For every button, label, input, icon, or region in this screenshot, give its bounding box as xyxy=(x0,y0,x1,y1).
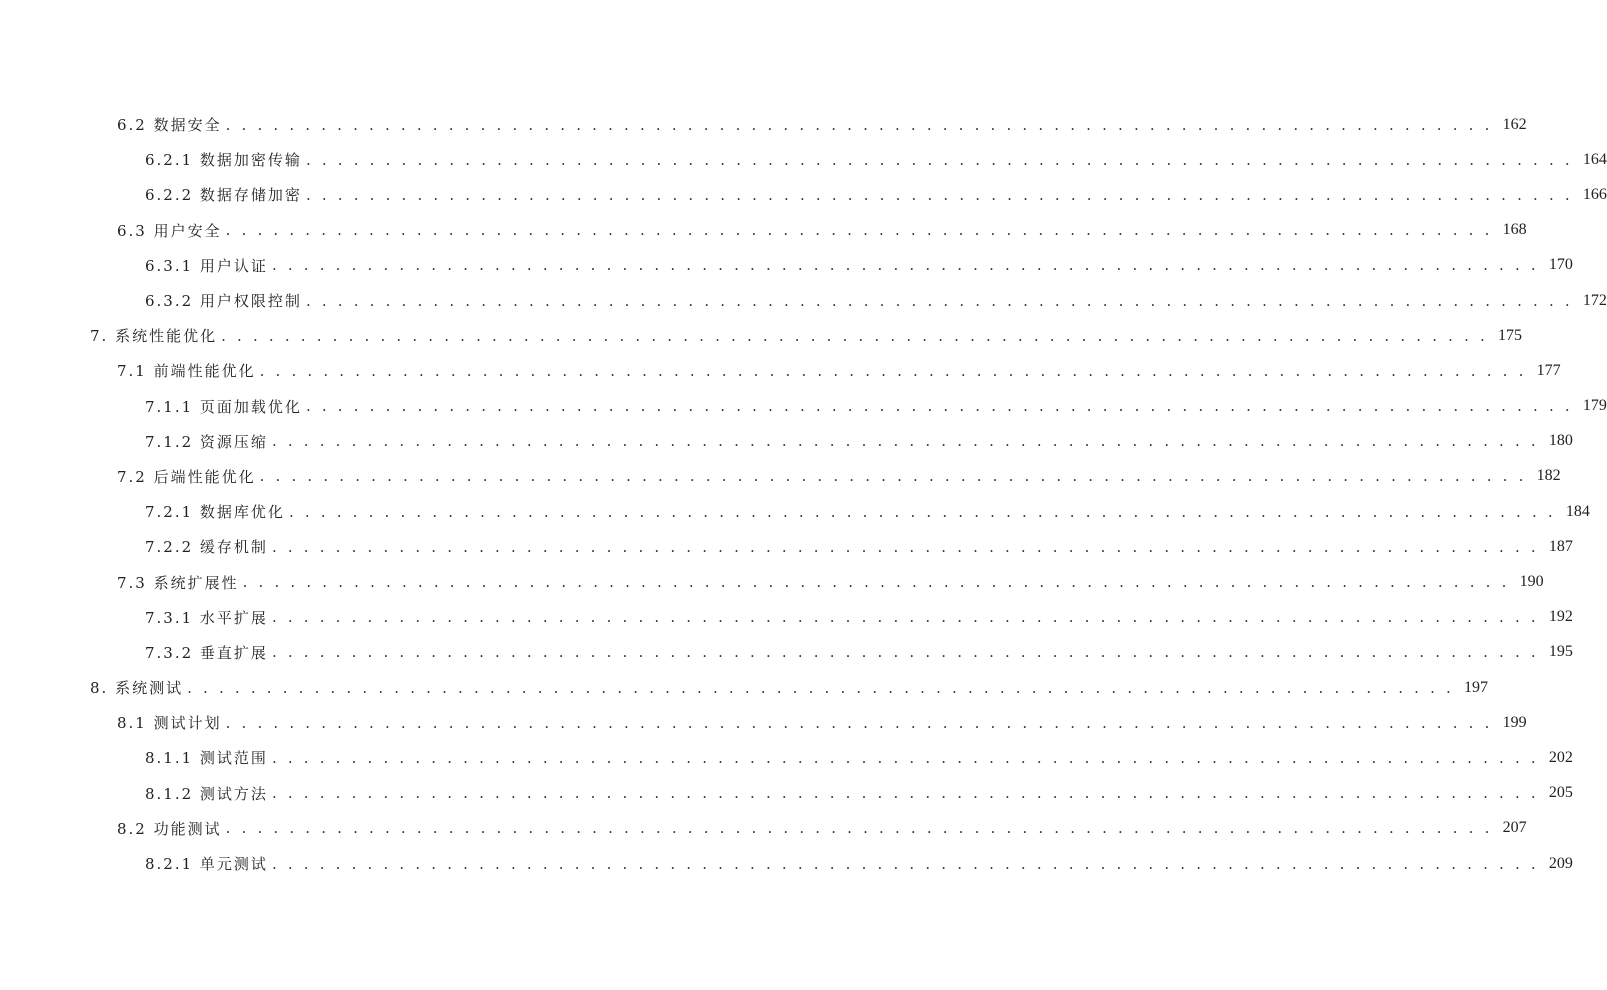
toc-dot-leader: . . . . . . . . . . . . . . . . . . . . . . . . . . . . . . . . . . . . . . . . . . . . . . . . . . . . . . . . . . . . . . . . . . . . . . . . . . . . . . . . xyxy=(271,854,1539,873)
toc-entry-title: 8.1.2 测试方法 xyxy=(145,784,268,803)
toc-entry[interactable] xyxy=(0,283,1607,318)
toc-entry[interactable] xyxy=(0,353,1561,388)
toc-entry-page-number: 190 xyxy=(1519,573,1544,591)
toc-entry-title: 6.2.1 数据加密传输 xyxy=(145,151,302,170)
toc-entry[interactable] xyxy=(0,529,1573,564)
toc-entry-page-number: 202 xyxy=(1548,748,1573,766)
toc-entry[interactable] xyxy=(0,811,1527,846)
toc-dot-leader: . . . . . . . . . . . . . . . . . . . . . . . . . . . . . . . . . . . . . . . . . . . . . . . . . . . . . . . . . . . . . . . . . . . . . . . . . . . . . . . . xyxy=(271,748,1539,767)
toc-dot-leader: . . . . . . . . . . . . . . . . . . . . . . . . . . . . . . . . . . . . . . . . . . . . . . . . . . . . . . . . . . . . . . . . . . . . . . . . . . . . . . . . xyxy=(271,608,1539,627)
toc-entry[interactable] xyxy=(0,424,1573,459)
toc-entry-page-number: 195 xyxy=(1548,643,1573,661)
toc-entry-title: 6.3 用户安全 xyxy=(117,221,222,240)
toc-entry-title: 7.1 前端性能优化 xyxy=(117,362,256,381)
toc-entry[interactable] xyxy=(0,177,1607,212)
toc-entry-title: 8.1.1 测试范围 xyxy=(145,749,268,768)
toc-entry-title: 7.1.2 资源压缩 xyxy=(145,432,268,451)
toc-entry-page-number: 205 xyxy=(1548,784,1573,802)
toc-entry-title: 6.2 数据安全 xyxy=(117,116,222,135)
toc-entry-title: 8.2.1 单元测试 xyxy=(145,855,268,874)
toc-dot-leader: . . . . . . . . . . . . . . . . . . . . . . . . . . . . . . . . . . . . . . . . . . . . . . . . . . . . . . . . . . . . . . . . . . . . . . . . . . . . . . . . xyxy=(259,467,1527,486)
toc-entry-page-number: 177 xyxy=(1536,361,1561,379)
toc-entry[interactable] xyxy=(0,107,1527,142)
toc-entry-title: 7.2.1 数据库优化 xyxy=(145,503,285,522)
toc-dot-leader: . . . . . . . . . . . . . . . . . . . . . . . . . . . . . . . . . . . . . . . . . . . . . . . . . . . . . . . . . . . . . . . . . . . . . . . . . . . . . . . . xyxy=(288,502,1556,521)
toc-entry-page-number: 187 xyxy=(1548,537,1573,555)
toc-entry-title: 8. 系统测试 xyxy=(90,679,184,698)
toc-entry-page-number: 209 xyxy=(1548,854,1573,872)
toc-entry-title: 6.3.1 用户认证 xyxy=(145,256,268,275)
toc-entry[interactable] xyxy=(0,705,1527,740)
toc-dot-leader: . . . . . . . . . . . . . . . . . . . . . . . . . . . . . . . . . . . . . . . . . . . . . . . . . . . . . . . . . . . . . . . . . . . . . . . . . . . . . . . . xyxy=(271,256,1539,275)
toc-dot-leader: . . . . . . . . . . . . . . . . . . . . . . . . . . . . . . . . . . . . . . . . . . . . . . . . . . . . . . . . . . . . . . . . . . . . . . . . . . . . . . . . xyxy=(187,678,1455,697)
toc-entry-title: 7.3 系统扩展性 xyxy=(117,573,239,592)
toc-dot-leader: . . . . . . . . . . . . . . . . . . . . . . . . . . . . . . . . . . . . . . . . . . . . . . . . . . . . . . . . . . . . . . . . . . . . . . . . . . . . . . . . xyxy=(305,291,1573,310)
toc-entry-page-number: 207 xyxy=(1502,819,1527,837)
toc-entry-page-number: 164 xyxy=(1582,150,1607,168)
table-of-contents xyxy=(0,107,1607,881)
toc-entry[interactable] xyxy=(0,564,1544,599)
toc-entry-page-number: 175 xyxy=(1498,326,1523,344)
toc-dot-leader: . . . . . . . . . . . . . . . . . . . . . . . . . . . . . . . . . . . . . . . . . . . . . . . . . . . . . . . . . . . . . . . . . . . . . . . . . . . . . . . . xyxy=(259,361,1527,380)
toc-dot-leader: . . . . . . . . . . . . . . . . . . . . . . . . . . . . . . . . . . . . . . . . . . . . . . . . . . . . . . . . . . . . . . . . . . . . . . . . . . . . . . . . xyxy=(225,819,1493,838)
toc-entry[interactable] xyxy=(0,846,1573,881)
toc-entry-page-number: 182 xyxy=(1536,467,1561,485)
toc-entry[interactable] xyxy=(0,740,1573,775)
toc-dot-leader: . . . . . . . . . . . . . . . . . . . . . . . . . . . . . . . . . . . . . . . . . . . . . . . . . . . . . . . . . . . . . . . . . . . . . . . . . . . . . . . . xyxy=(305,150,1573,169)
toc-dot-leader: . . . . . . . . . . . . . . . . . . . . . . . . . . . . . . . . . . . . . . . . . . . . . . . . . . . . . . . . . . . . . . . . . . . . . . . . . . . . . . . . xyxy=(271,432,1539,451)
toc-entry-title: 7.3.1 水平扩展 xyxy=(145,608,268,627)
toc-entry-page-number: 166 xyxy=(1582,185,1607,203)
toc-entry[interactable] xyxy=(0,248,1573,283)
toc-entry-title: 6.3.2 用户权限控制 xyxy=(145,292,302,311)
toc-entry[interactable] xyxy=(0,318,1523,353)
toc-entry-page-number: 184 xyxy=(1565,502,1590,520)
toc-entry-title: 8.2 功能测试 xyxy=(117,819,222,838)
toc-entry-page-number: 168 xyxy=(1502,221,1527,239)
toc-entry[interactable] xyxy=(0,776,1573,811)
toc-entry-title: 6.2.2 数据存储加密 xyxy=(145,186,302,205)
toc-entry-title: 7.2 后端性能优化 xyxy=(117,467,256,486)
toc-entry-page-number: 170 xyxy=(1548,256,1573,274)
toc-entry[interactable] xyxy=(0,389,1607,424)
toc-entry-page-number: 197 xyxy=(1464,678,1489,696)
toc-entry[interactable] xyxy=(0,494,1590,529)
toc-entry-page-number: 199 xyxy=(1502,713,1527,731)
toc-dot-leader: . . . . . . . . . . . . . . . . . . . . . . . . . . . . . . . . . . . . . . . . . . . . . . . . . . . . . . . . . . . . . . . . . . . . . . . . . . . . . . . . xyxy=(305,185,1573,204)
toc-entry-page-number: 179 xyxy=(1582,397,1607,415)
toc-entry[interactable] xyxy=(0,142,1607,177)
toc-entry-title: 7.1.1 页面加载优化 xyxy=(145,397,302,416)
toc-dot-leader: . . . . . . . . . . . . . . . . . . . . . . . . . . . . . . . . . . . . . . . . . . . . . . . . . . . . . . . . . . . . . . . . . . . . . . . . . . . . . . . . xyxy=(305,397,1573,416)
toc-entry[interactable] xyxy=(0,670,1489,705)
toc-entry-page-number: 172 xyxy=(1582,291,1607,309)
toc-entry-title: 7.2.2 缓存机制 xyxy=(145,538,268,557)
toc-dot-leader: . . . . . . . . . . . . . . . . . . . . . . . . . . . . . . . . . . . . . . . . . . . . . . . . . . . . . . . . . . . . . . . . . . . . . . . . . . . . . . . . xyxy=(225,115,1493,134)
toc-entry[interactable] xyxy=(0,459,1561,494)
toc-entry-page-number: 180 xyxy=(1548,432,1573,450)
toc-entry[interactable] xyxy=(0,213,1527,248)
toc-dot-leader: . . . . . . . . . . . . . . . . . . . . . . . . . . . . . . . . . . . . . . . . . . . . . . . . . . . . . . . . . . . . . . . . . . . . . . . . . . . . . . . . xyxy=(225,713,1493,732)
toc-dot-leader: . . . . . . . . . . . . . . . . . . . . . . . . . . . . . . . . . . . . . . . . . . . . . . . . . . . . . . . . . . . . . . . . . . . . . . . . . . . . . . . . xyxy=(271,784,1539,803)
toc-dot-leader: . . . . . . . . . . . . . . . . . . . . . . . . . . . . . . . . . . . . . . . . . . . . . . . . . . . . . . . . . . . . . . . . . . . . . . . . . . . . . . . . xyxy=(271,537,1539,556)
toc-entry[interactable] xyxy=(0,600,1573,635)
toc-dot-leader: . . . . . . . . . . . . . . . . . . . . . . . . . . . . . . . . . . . . . . . . . . . . . . . . . . . . . . . . . . . . . . . . . . . . . . . . . . . . . . . . xyxy=(242,573,1510,592)
toc-entry-title: 7.3.2 垂直扩展 xyxy=(145,643,268,662)
toc-entry-page-number: 162 xyxy=(1502,115,1527,133)
toc-entry-title: 8.1 测试计划 xyxy=(117,714,222,733)
toc-dot-leader: . . . . . . . . . . . . . . . . . . . . . . . . . . . . . . . . . . . . . . . . . . . . . . . . . . . . . . . . . . . . . . . . . . . . . . . . . . . . . . . . xyxy=(271,643,1539,662)
toc-entry[interactable] xyxy=(0,635,1573,670)
toc-dot-leader: . . . . . . . . . . . . . . . . . . . . . . . . . . . . . . . . . . . . . . . . . . . . . . . . . . . . . . . . . . . . . . . . . . . . . . . . . . . . . . . . xyxy=(221,326,1489,345)
toc-dot-leader: . . . . . . . . . . . . . . . . . . . . . . . . . . . . . . . . . . . . . . . . . . . . . . . . . . . . . . . . . . . . . . . . . . . . . . . . . . . . . . . . xyxy=(225,221,1493,240)
toc-entry-page-number: 192 xyxy=(1548,608,1573,626)
toc-entry-title: 7. 系统性能优化 xyxy=(90,327,218,346)
